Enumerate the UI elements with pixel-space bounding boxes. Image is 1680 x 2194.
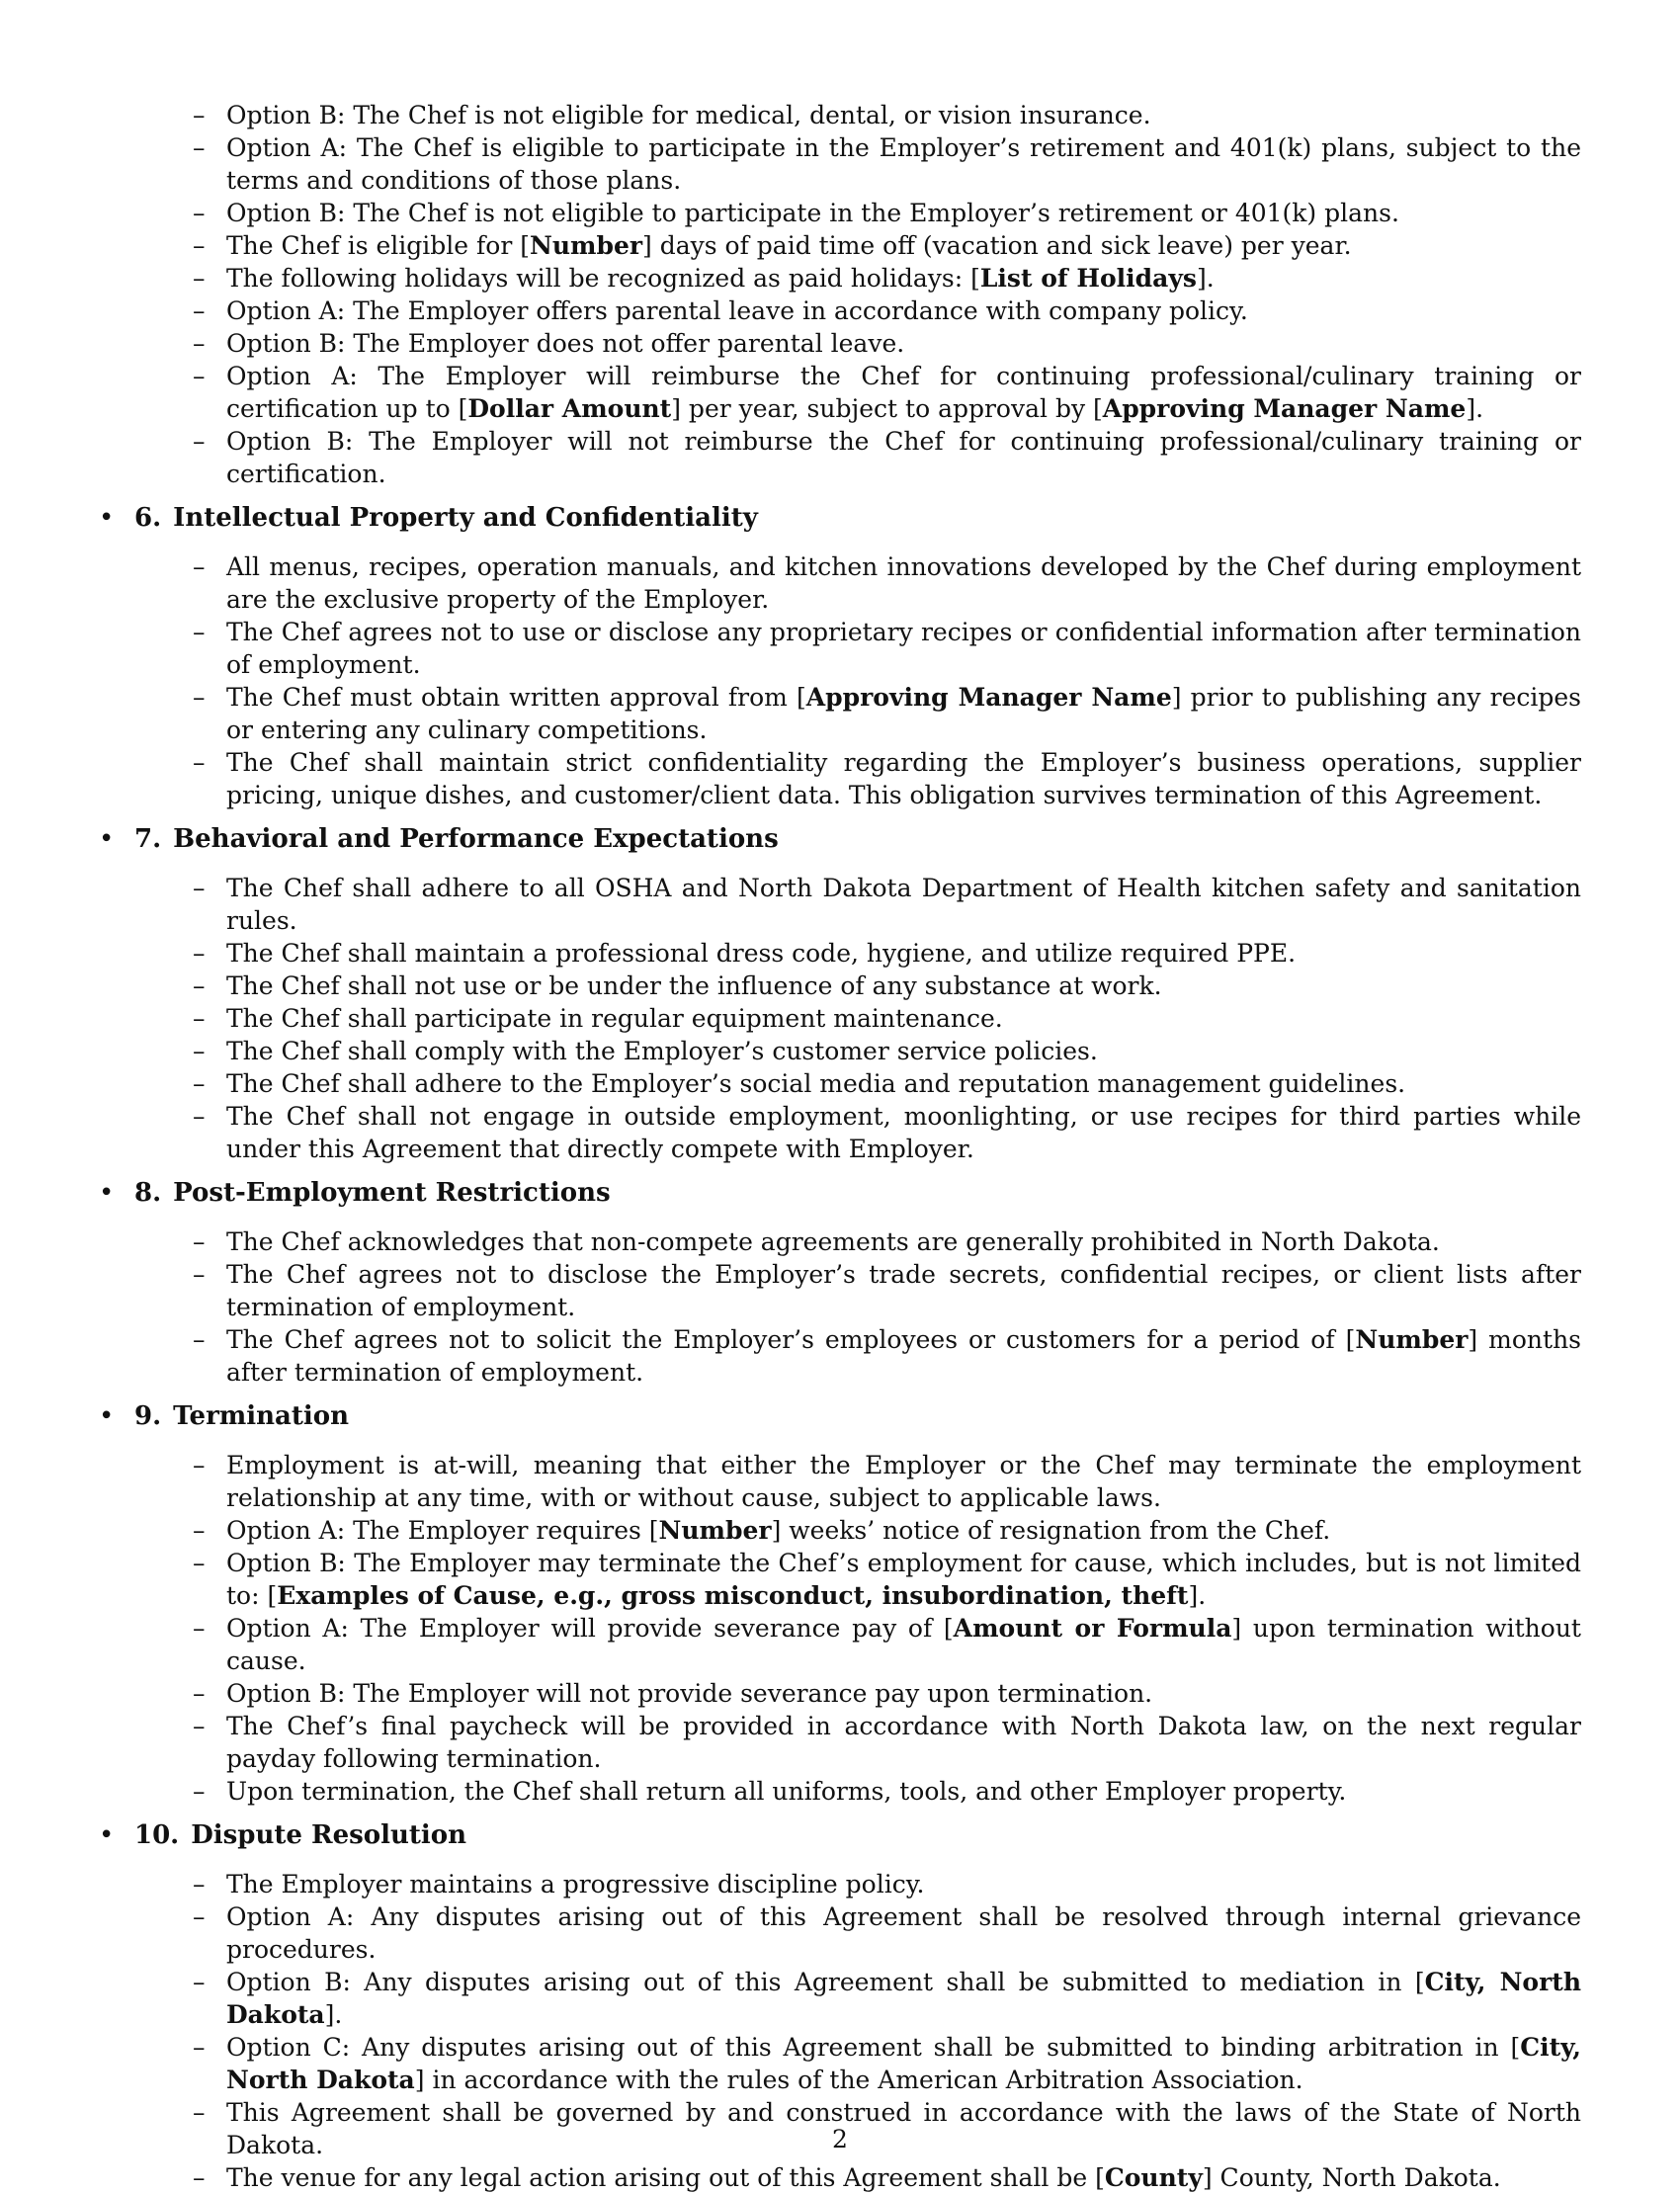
list-item <box>193 99 1581 131</box>
text-run: ]. <box>1188 1581 1207 1610</box>
text-run: ] weeks’ notice of resignation from the Chef. <box>771 1516 1331 1545</box>
list-item <box>193 131 1581 197</box>
text-run: ] months after termination of employment. <box>226 1325 1581 1387</box>
text-run: Option B: The Employer may terminate the Chef’s employment for cause, which includes, but is not limited to: [ <box>226 1549 1581 1610</box>
text-run: ] prior to publishing any recipes or entering any culinary competitions. <box>226 683 1581 744</box>
section <box>99 502 1581 811</box>
list-item <box>193 1258 1581 1323</box>
text-run: All menus, recipes, operation manuals, and kitchen innovations developed by the Chef during employment are the exclusive property of the Employer. <box>226 552 1581 614</box>
placeholder-field: City, North Dakota <box>226 2033 1581 2094</box>
text-run: The Chef shall maintain a professional dress code, hygiene, and utilize required PPE. <box>226 939 1297 968</box>
text-run: The Chef must obtain written approval from [ <box>226 683 806 712</box>
text-run: Option B: The Chef is not eligible for medical, dental, or vision insurance. <box>226 101 1151 129</box>
text-run: ]. <box>1466 394 1484 423</box>
list-item <box>193 872 1581 937</box>
text-run: The Employer maintains a progressive discipline policy. <box>226 1870 925 1899</box>
text-run: The Chef shall maintain strict confidentiality regarding the Employer’s business operations, supplier pricing, unique dishes, and customer/client data. This obligation survives termination of this Agreement. <box>226 748 1581 809</box>
list-item <box>193 616 1581 681</box>
text-run: The Chef agrees not to solicit the Employer’s employees or customers for a period of [ <box>226 1325 1356 1354</box>
placeholder-field: Approving Manager Name <box>1102 394 1467 423</box>
section-number: 10. <box>134 1820 180 1850</box>
section-heading <box>99 1177 1581 1210</box>
text-run: The Chef shall not engage in outside employment, moonlighting, or use recipes for third parties while under this Agreement that directly compete with Employer. <box>226 1102 1581 1163</box>
section-title: Behavioral and Performance Expectations <box>173 824 779 854</box>
section-title: Intellectual Property and Confidentiality <box>173 503 758 533</box>
text-run: ] County, North Dakota. <box>1202 2163 1501 2192</box>
list-item <box>193 425 1581 490</box>
section-title: Post-Employment Restrictions <box>173 1178 611 1208</box>
section-number: 8. <box>134 1178 162 1208</box>
section-title: Dispute Resolution <box>191 1820 467 1850</box>
text-run: Option A: The Employer offers parental leave in accordance with company policy. <box>226 296 1248 325</box>
list-item <box>193 1100 1581 1165</box>
text-run: The Chef’s final paycheck will be provided in accordance with North Dakota law, on the next regular payday following termination. <box>226 1712 1581 1773</box>
placeholder-field: Amount or Formula <box>953 1614 1232 1643</box>
section-number: 6. <box>134 503 162 533</box>
bullet-icon: • <box>99 824 115 854</box>
text-run: ]. <box>324 2000 343 2029</box>
section-number: 9. <box>134 1401 162 1431</box>
list-item <box>193 295 1581 327</box>
text-run: The Chef is eligible for [ <box>226 231 530 260</box>
list-item <box>193 1966 1581 2031</box>
text-run: Option A: The Chef is eligible to participate in the Employer’s retirement and 401(k) plans, subject to the terms and conditions of those plans. <box>226 133 1581 195</box>
list-item <box>193 970 1581 1002</box>
list-item <box>193 229 1581 262</box>
section <box>99 823 1581 1165</box>
list-item <box>193 1775 1581 1808</box>
section <box>99 1400 1581 1808</box>
text-run: Option C: Any disputes arising out of this Agreement shall be submitted to binding arbitration in [ <box>226 2033 1521 2062</box>
list-item <box>193 1035 1581 1067</box>
list-item <box>193 1514 1581 1547</box>
placeholder-field: Number <box>658 1516 772 1545</box>
list-item <box>193 1323 1581 1389</box>
text-run: Upon termination, the Chef shall return all uniforms, tools, and other Employer property. <box>226 1777 1347 1806</box>
placeholder-field: Number <box>1355 1325 1469 1354</box>
section-heading <box>99 502 1581 535</box>
text-run: The Chef acknowledges that non-compete agreements are generally prohibited in North Dakota. <box>226 1227 1440 1256</box>
section <box>99 1177 1581 1389</box>
text-run: Option B: The Employer will not reimburse the Chef for continuing professional/culinary training or certification. <box>226 427 1581 488</box>
text-run: This Agreement shall be governed by and construed in accordance with the laws of the State of North Dakota. <box>226 2098 1581 2159</box>
list-item <box>193 1547 1581 1612</box>
list-item <box>193 1710 1581 1775</box>
bullet-icon: • <box>99 503 115 533</box>
bullet-icon: • <box>99 1178 115 1208</box>
text-run: Option A: Any disputes arising out of this Agreement shall be resolved through internal grievance procedures. <box>226 1902 1581 1964</box>
placeholder-field: County <box>1104 2163 1203 2192</box>
text-run: The venue for any legal action arising out of this Agreement shall be [ <box>226 2163 1105 2192</box>
placeholder-field: City, North Dakota <box>226 1968 1582 2029</box>
list-item <box>193 746 1581 811</box>
text-run: The Chef agrees not to disclose the Employer’s trade secrets, confidential recipes, or client lists after termination of employment. <box>226 1260 1581 1321</box>
section-heading <box>99 1400 1581 1433</box>
section-heading <box>99 823 1581 856</box>
list-item <box>193 1449 1581 1514</box>
section-number: 7. <box>134 824 162 854</box>
text-run: ] upon termination without cause. <box>226 1614 1581 1675</box>
list-item <box>193 1225 1581 1258</box>
section-items <box>99 872 1581 1165</box>
text-run: ] days of paid time off (vacation and sick leave) per year. <box>642 231 1352 260</box>
section-items <box>99 1449 1581 1808</box>
section-heading <box>99 1819 1581 1852</box>
text-run: Option A: The Employer will reimburse the Chef for continuing professional/culinary training or certification up to [ <box>226 362 1581 423</box>
text-run: Option B: Any disputes arising out of this Agreement shall be submitted to mediation in [ <box>226 1968 1425 1996</box>
bullet-icon: • <box>99 1401 115 1431</box>
list-item <box>193 360 1581 425</box>
list-item <box>193 327 1581 360</box>
list-item <box>193 2031 1581 2096</box>
list-item <box>193 681 1581 746</box>
list-item <box>193 1677 1581 1710</box>
benefits-continued-list <box>99 99 1581 490</box>
text-run: Option B: The Employer does not offer parental leave. <box>226 329 905 358</box>
text-run: Option B: The Employer will not provide severance pay upon termination. <box>226 1679 1153 1708</box>
list-item <box>193 550 1581 616</box>
section-items <box>99 550 1581 811</box>
placeholder-field: Approving Manager Name <box>805 683 1172 712</box>
list-item <box>193 1900 1581 1966</box>
section-title: Termination <box>173 1401 350 1431</box>
placeholder-field: List of Holidays <box>979 264 1197 293</box>
placeholder-field: Number <box>530 231 643 260</box>
list-item <box>193 1868 1581 1900</box>
text-run: The Chef shall adhere to all OSHA and North Dakota Department of Health kitchen safety and sanitation rules. <box>226 874 1581 935</box>
text-run: Option A: The Employer requires [ <box>226 1516 659 1545</box>
list-item <box>193 197 1581 229</box>
text-run: ] per year, subject to approval by [ <box>671 394 1103 423</box>
list-item <box>193 2161 1581 2194</box>
text-run: Option A: The Employer will provide severance pay of [ <box>226 1614 954 1643</box>
sections-container <box>99 502 1581 2194</box>
text-run: The Chef shall adhere to the Employer’s social media and reputation management guidelines. <box>226 1069 1406 1098</box>
text-run: ] in accordance with the rules of the American Arbitration Association. <box>414 2066 1303 2094</box>
list-item <box>193 937 1581 970</box>
text-run: The Chef shall not use or be under the influence of any substance at work. <box>226 971 1162 1000</box>
text-run: The following holidays will be recognized as paid holidays: [ <box>226 264 980 293</box>
list-item <box>193 262 1581 295</box>
list-item <box>193 1612 1581 1677</box>
page-number: 2 <box>832 2125 848 2153</box>
bullet-icon: • <box>99 1820 115 1850</box>
text-run: Option B: The Chef is not eligible to participate in the Employer’s retirement or 401(k) plans. <box>226 199 1399 227</box>
text-run: ]. <box>1196 264 1215 293</box>
list-item <box>193 1067 1581 1100</box>
list-item <box>193 1002 1581 1035</box>
text-run: The Chef agrees not to use or disclose any proprietary recipes or confidential information after termination of employment. <box>226 618 1581 679</box>
placeholder-field: Examples of Cause, e.g., gross misconduct, insubordination, theft <box>277 1581 1189 1610</box>
text-run: The Chef shall comply with the Employer’s customer service policies. <box>226 1037 1098 1065</box>
text-run: Employment is at-will, meaning that either the Employer or the Chef may terminate the employment relationship at any time, with or without cause, subject to applicable laws. <box>226 1451 1581 1512</box>
text-run: The Chef shall participate in regular equipment maintenance. <box>226 1004 1003 1033</box>
document-body <box>99 99 1581 2194</box>
placeholder-field: Dollar Amount <box>467 394 672 423</box>
section-items <box>99 1225 1581 1389</box>
